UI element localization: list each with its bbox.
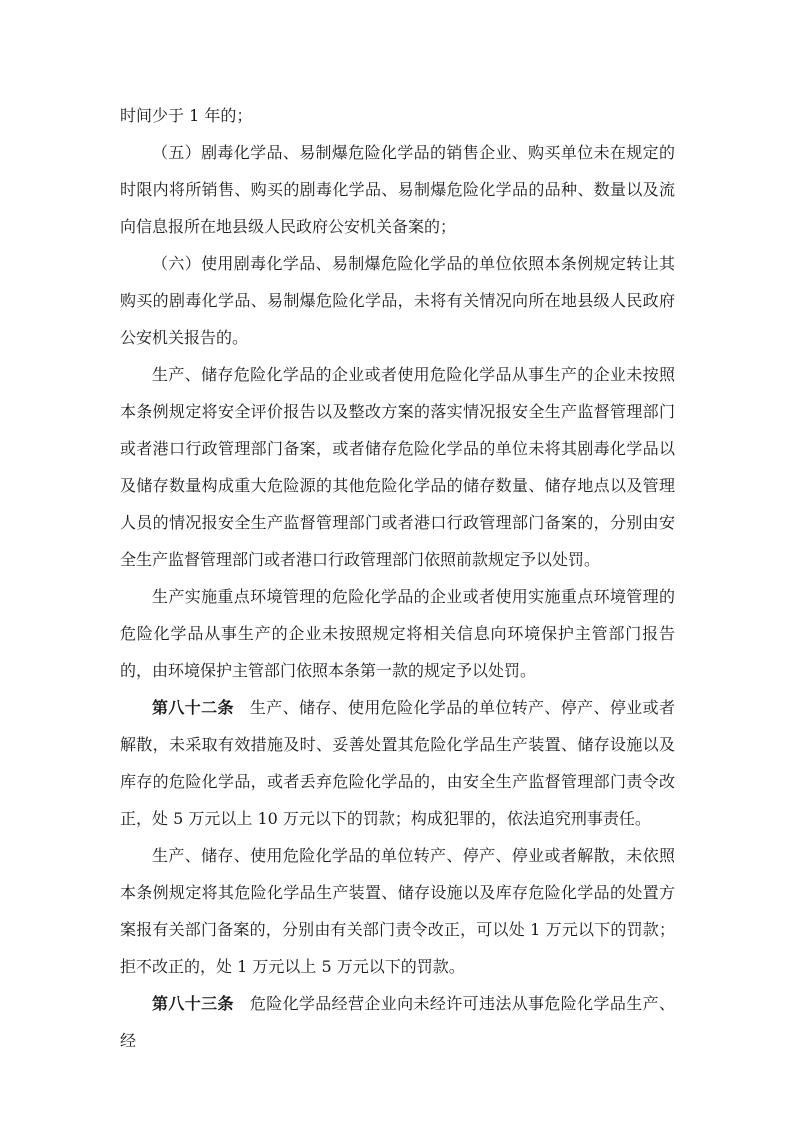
article-number: 第八十二条	[152, 698, 234, 717]
paragraph-text: 危险化学品经营企业向未经许可违法从事危险化学品生产、经	[120, 994, 675, 1050]
paragraph-text: （五）剧毒化学品、易制爆危险化学品的销售企业、购买单位未在规定的时限内将所销售、购买的剧毒化学品、易制爆危险化学品的品种、数量以及流向信息报所在地县级人民政府公安机关备案的；	[120, 143, 675, 236]
paragraph-text: 生产、储存、使用危险化学品的单位转产、停产、停业或者解散，未依照本条例规定将其危险化学品生产装置、储存设施以及库存危险化学品的处置方案报有关部门备案的，分别由有关部门责令改正，可以处 1 万元以下的罚款；拒不改正的，处 1 万元以上 5 万元以下的罚款。	[120, 846, 675, 976]
paragraph-article-83	[120, 985, 675, 1059]
paragraph-text: 生产、储存、使用危险化学品的单位转产、停产、停业或者解散，未采取有效措施及时、妥善处置其危险化学品生产装置、储存设施以及库存的危险化学品，或者丢弃危险化学品的，由安全生产监督管理部门责令改正，处 5 万元以上 10 万元以下的罚款；构成犯罪的，依法追究刑事责任。	[120, 698, 675, 828]
paragraph-text: 生产实施重点环境管理的危险化学品的企业或者使用实施重点环境管理的危险化学品从事生产的企业未按照规定将相关信息向环境保护主管部门报告的，由环境保护主管部门依照本条第一款的规定予以处罚。	[120, 587, 675, 680]
paragraph-item-5	[120, 134, 675, 245]
paragraph-continuation	[120, 97, 675, 134]
paragraph-text: 时间少于 1 年的；	[120, 106, 253, 125]
paragraph-text: （六）使用剧毒化学品、易制爆危险化学品的单位依照本条例规定转让其购买的剧毒化学品、易制爆危险化学品，未将有关情况向所在地县级人民政府公安机关报告的。	[120, 254, 675, 347]
paragraph-item-6	[120, 245, 675, 356]
article-number: 第八十三条	[152, 994, 234, 1013]
document-page	[120, 97, 675, 1059]
paragraph-disposal-filing	[120, 837, 675, 985]
paragraph-article-82	[120, 689, 675, 837]
paragraph-safety-filing	[120, 356, 675, 578]
paragraph-environment-reporting	[120, 578, 675, 689]
paragraph-text: 生产、储存危险化学品的企业或者使用危险化学品从事生产的企业未按照本条例规定将安全评价报告以及整改方案的落实情况报安全生产监督管理部门或者港口行政管理部门备案，或者储存危险化学品的单位未将其剧毒化学品以及储存数量构成重大危险源的其他危险化学品的储存数量、储存地点以及管理人员的情况报安全生产监督管理部门或者港口行政管理部门备案的，分别由安全生产监督管理部门或者港口行政管理部门依照前款规定予以处罚。	[120, 365, 675, 569]
